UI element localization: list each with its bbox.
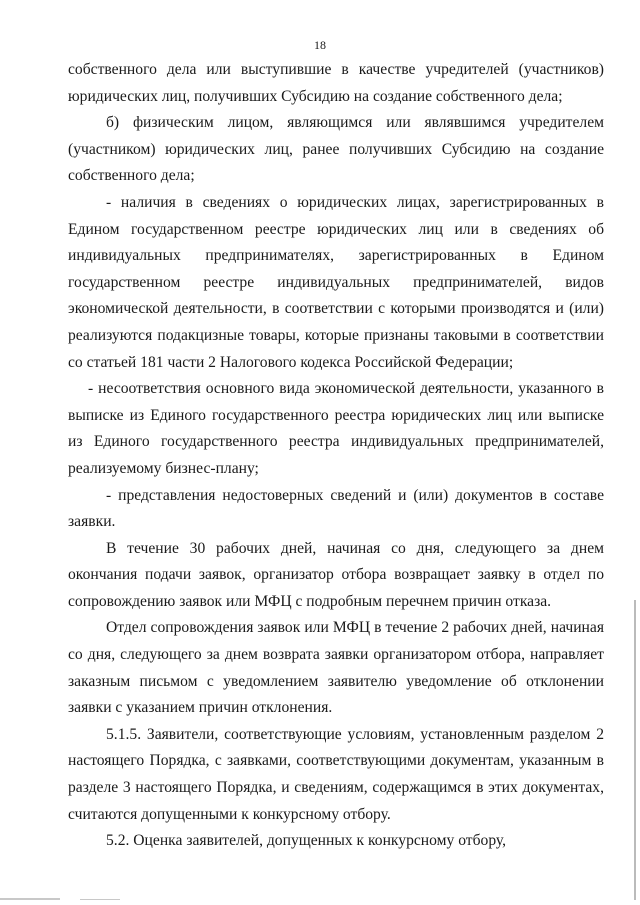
- scan-edge-mark: [634, 600, 636, 900]
- paragraph-business-plan: - несоответствия основного вида экономической деятельности, указанного в выписке из Единого государственного реестра юридических лиц или выписке из Единого государственного реестра индивидуальных предпринимателей, реализуемому бизнес-плану;: [68, 380, 604, 477]
- paragraph-item-b: б) физическим лицом, являющимся или являвшимся учредителем (участником) юридических лиц, ранее получивших Субсидию на создание собственного дела;: [68, 114, 604, 185]
- paragraph-return-period: В течение 30 рабочих дней, начиная со дня, следующего за днем окончания подачи заявок, организатор отбора возвращает заявку в отдел по сопровождению заявок или МФЦ с подробным перечнем причин отказа.: [68, 539, 604, 610]
- paragraph-5-1-5: 5.1.5. Заявители, соответствующие условиям, установленным разделом 2 настоящего Порядка, с заявками, соответствующими документам, указанным в разделе 3 настоящего Порядка, и сведениям, содержащимся в этих документах, считаются допущенными к конкурсному отбору.: [68, 725, 604, 823]
- paragraph-excise-goods: - наличия в сведениях о юридических лицах, зарегистрированных в Едином государственном реестре юридических лиц или в сведениях об индивидуальных предпринимателях, зарегистрированных в Едином государственном реестре индивидуальных предпринимателей, видов экономической деятельности, в соответствии с которыми производятся и (или) реализуются подакцизные товары, которые признаны таковыми в соответствии со статьей 181 части 2 Налогового кодекса Российской Федерации;: [68, 193, 604, 371]
- scan-dust: [0, 898, 60, 900]
- scan-dust: [80, 899, 120, 900]
- paragraph-notification: Отдел сопровождения заявок или МФЦ в течение 2 рабочих дней, начиная со дня, следующего за днем возврата заявки организатором отбора, направляет заказным письмом с уведомлением заявителю уведомление об отклонении заявки с указанием причин отклонения.: [68, 619, 604, 717]
- page-number: 18: [314, 38, 326, 52]
- paragraph-5-2: 5.2. Оценка заявителей, допущенных к конкурсному отбору,: [106, 832, 507, 850]
- document-body: [68, 57, 604, 855]
- paragraph-continuation: собственного дела или выступившие в качестве учредителей (участников) юридических лиц, получивших Субсидию на создание собственного дела;: [68, 61, 604, 105]
- paragraph-false-info: - представления недостоверных сведений и (или) документов в составе заявки.: [68, 486, 604, 531]
